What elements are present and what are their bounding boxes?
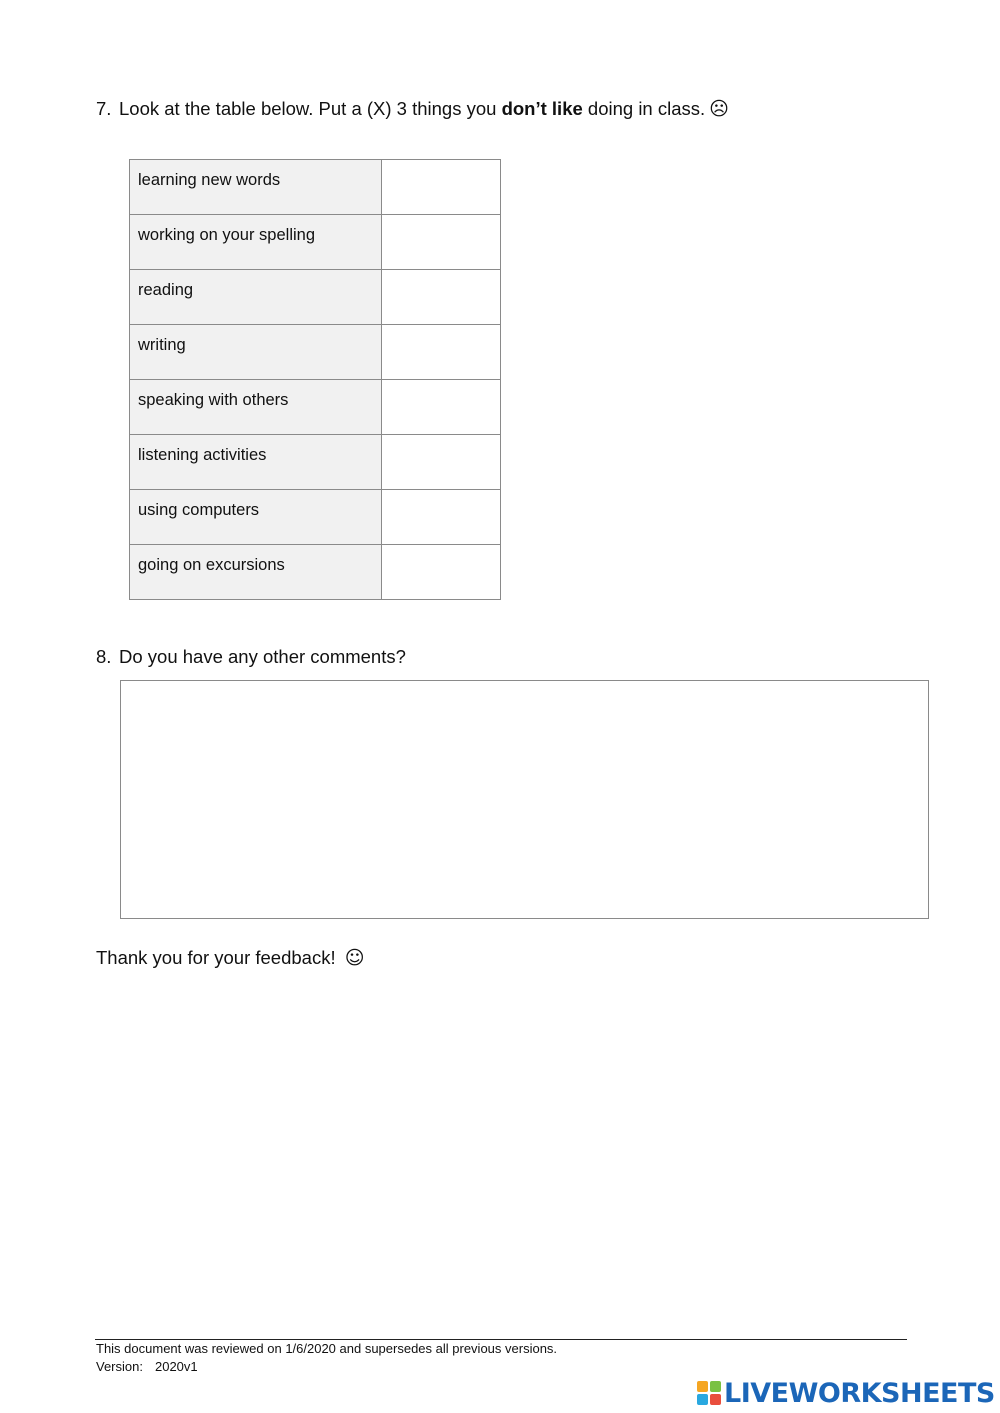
comments-box[interactable] bbox=[120, 680, 929, 919]
footer-divider bbox=[95, 1339, 907, 1340]
brand-name: LIVEWORKSHEETS bbox=[724, 1377, 995, 1409]
activity-answer-box[interactable] bbox=[382, 160, 501, 215]
footer-review-note: This document was reviewed on 1/6/2020 and supersedes all previous versions. bbox=[96, 1341, 558, 1356]
activity-label: learning new words bbox=[130, 160, 382, 215]
table-row bbox=[130, 380, 501, 435]
question-7 bbox=[96, 98, 729, 120]
activity-label: working on your spelling bbox=[130, 215, 382, 270]
liveworksheets-logo-icon bbox=[697, 1381, 721, 1405]
activity-label: listening activities bbox=[130, 435, 382, 490]
activity-label: speaking with others bbox=[130, 380, 382, 435]
table-row bbox=[130, 545, 501, 600]
table-row bbox=[130, 325, 501, 380]
question-8 bbox=[96, 646, 406, 668]
logo-tile bbox=[697, 1394, 708, 1405]
question-number: 7. bbox=[96, 98, 112, 119]
question-number: 8. bbox=[96, 646, 112, 667]
question-text-start: Look at the table below. Put a (X) 3 things you bbox=[119, 98, 502, 119]
logo-tile bbox=[710, 1394, 721, 1405]
activity-answer-box[interactable] bbox=[382, 490, 501, 545]
table-row bbox=[130, 160, 501, 215]
thank-you-text: Thank you for your feedback! bbox=[96, 947, 336, 968]
activity-label: going on excursions bbox=[130, 545, 382, 600]
activity-label: using computers bbox=[130, 490, 382, 545]
activity-answer-box[interactable] bbox=[382, 435, 501, 490]
table-row bbox=[130, 490, 501, 545]
activity-answer-box[interactable] bbox=[382, 215, 501, 270]
activity-answer-box[interactable] bbox=[382, 380, 501, 435]
table-row bbox=[130, 435, 501, 490]
activity-answer-box[interactable] bbox=[382, 325, 501, 380]
table-row bbox=[130, 270, 501, 325]
question-text-end: doing in class. bbox=[582, 98, 706, 119]
sad-face-icon: ☹ bbox=[709, 98, 729, 120]
thank-you-message bbox=[96, 947, 365, 969]
footer-version bbox=[96, 1359, 198, 1374]
activity-answer-box[interactable] bbox=[382, 545, 501, 600]
activity-label: writing bbox=[130, 325, 382, 380]
smiley-face-icon: ☺ bbox=[344, 947, 365, 969]
activity-label: reading bbox=[130, 270, 382, 325]
liveworksheets-brand[interactable] bbox=[697, 1377, 995, 1409]
version-value: 2020v1 bbox=[154, 1359, 198, 1374]
activities-table bbox=[129, 159, 501, 600]
question-text: Do you have any other comments? bbox=[119, 646, 406, 667]
logo-tile bbox=[710, 1381, 721, 1392]
question-text-emphasis: don’t like bbox=[501, 98, 583, 119]
version-label: Version: bbox=[96, 1359, 143, 1374]
table-row bbox=[130, 215, 501, 270]
logo-tile bbox=[697, 1381, 708, 1392]
activity-answer-box[interactable] bbox=[382, 270, 501, 325]
